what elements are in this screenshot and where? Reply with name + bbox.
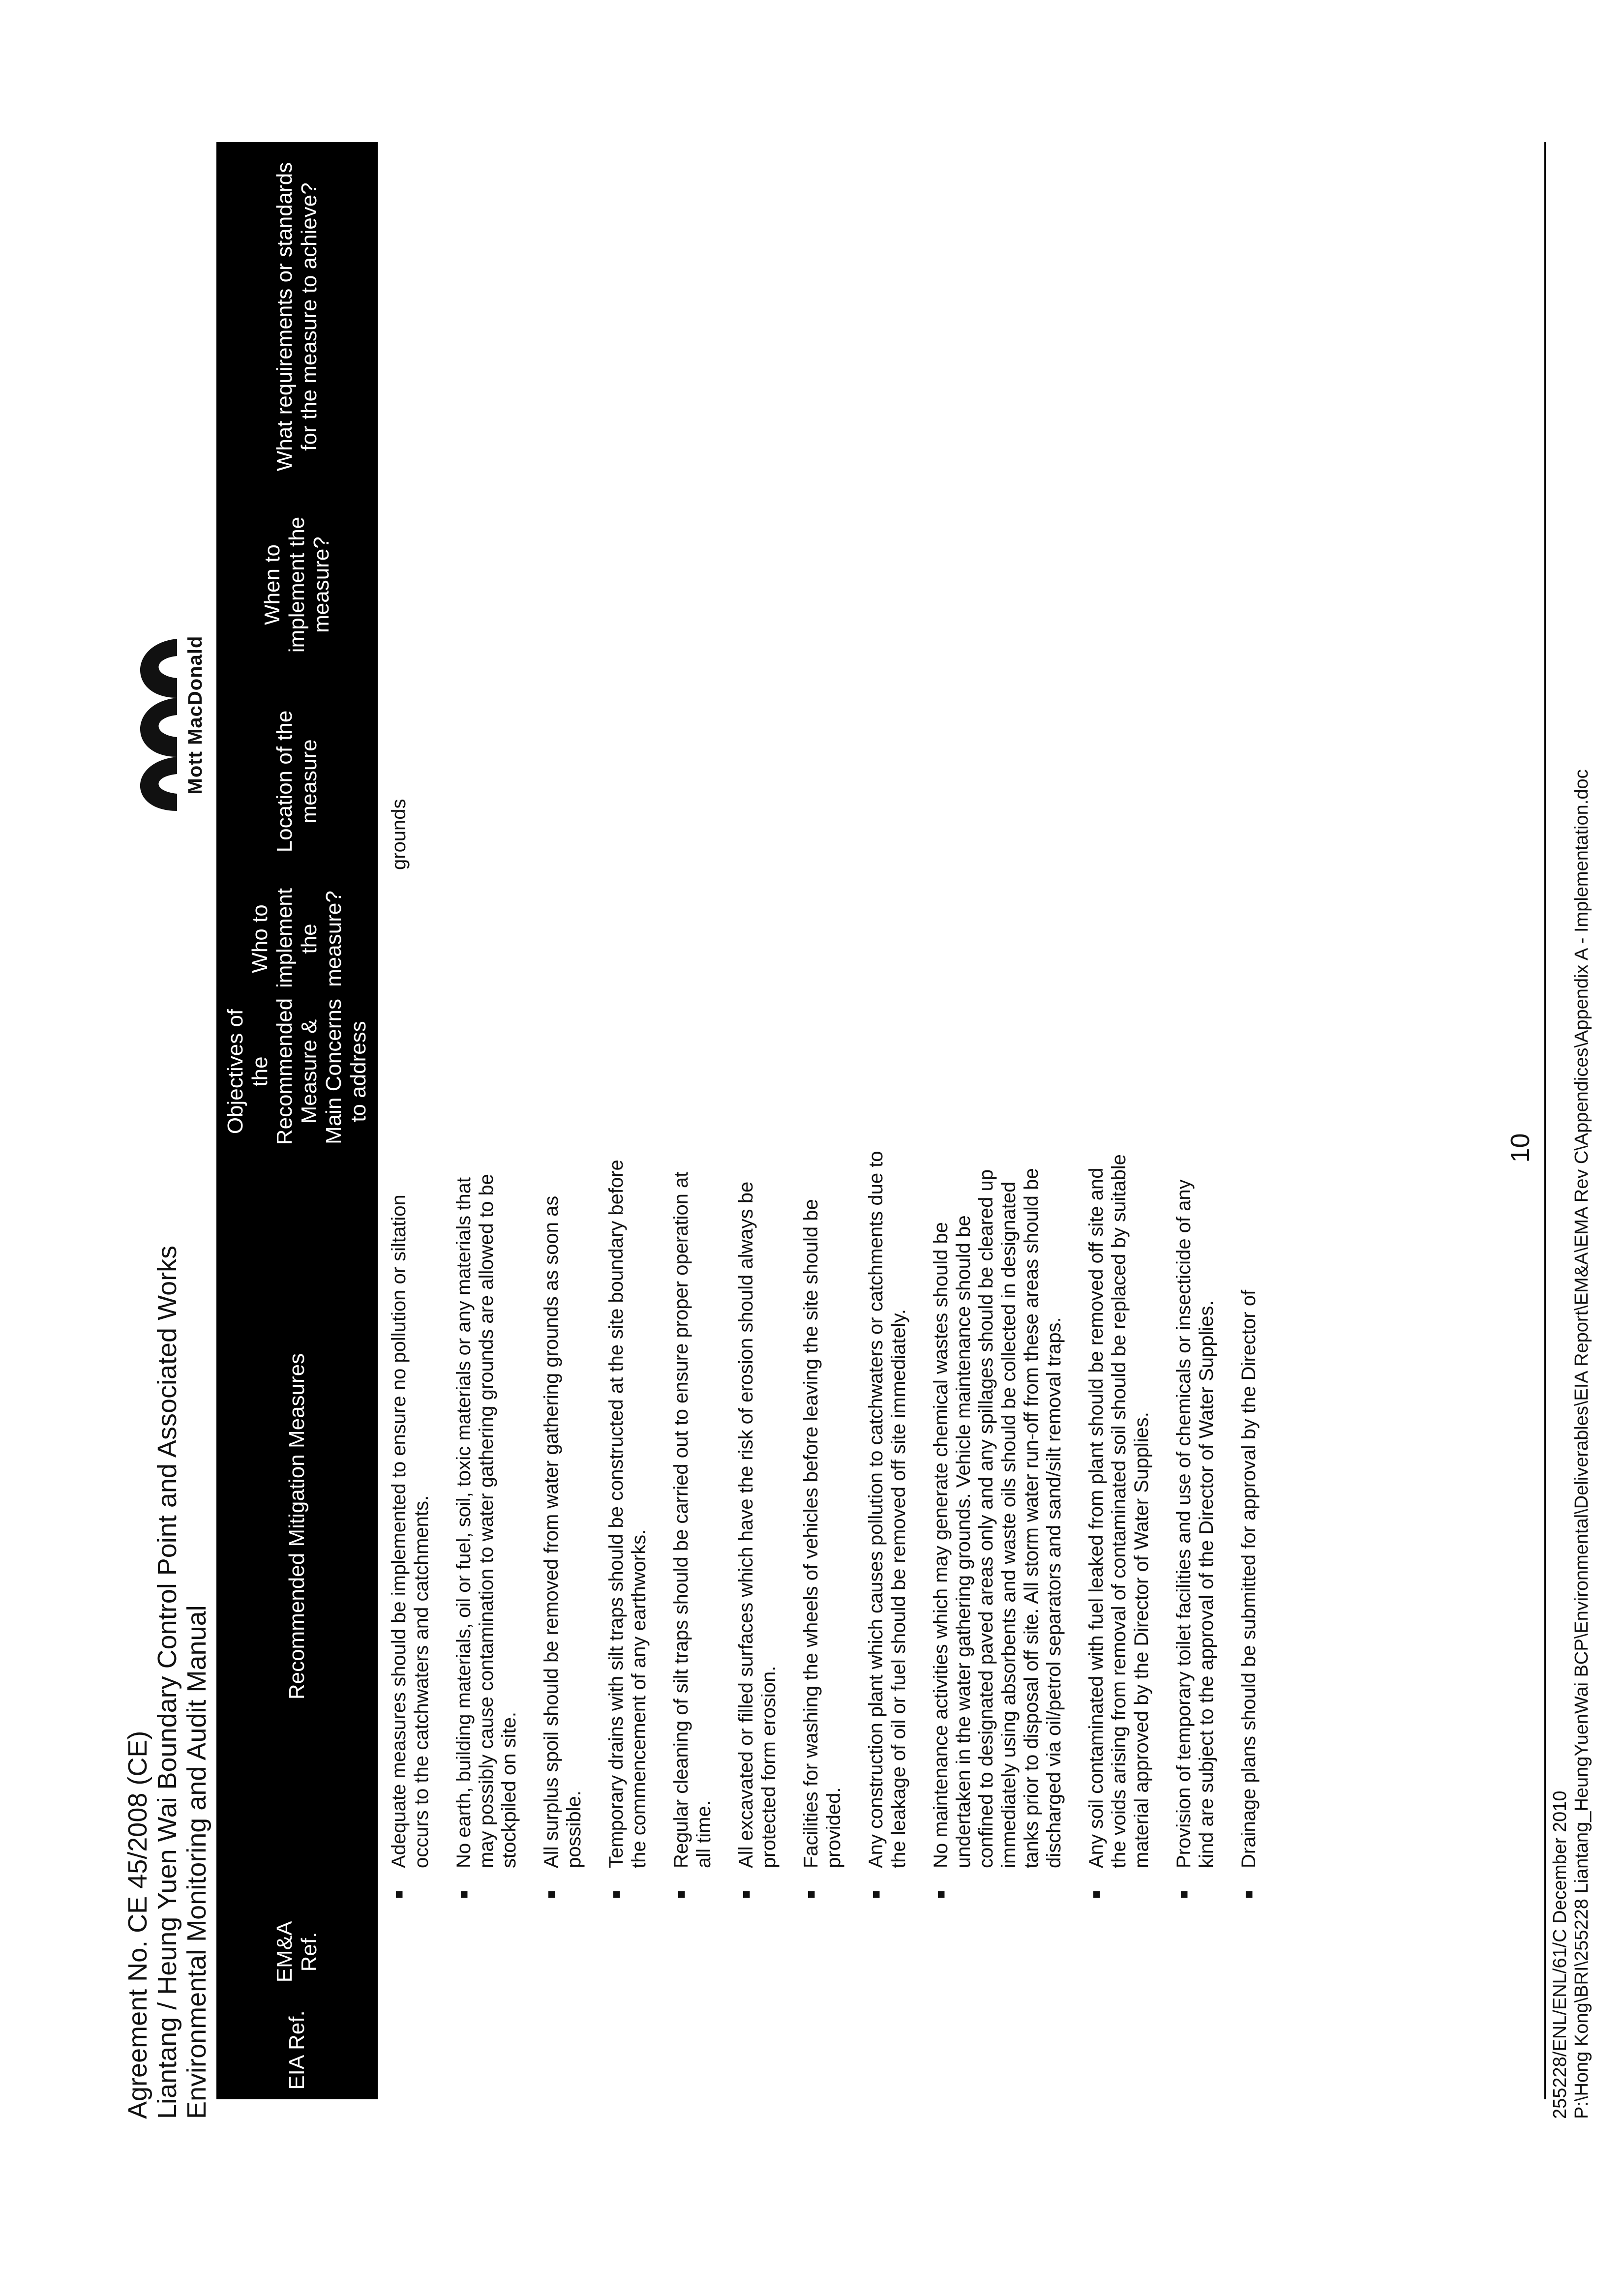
cell-when (378, 491, 1280, 678)
list-item: ■ Regular cleaning of silt traps should be carried out to ensure proper operation at all time. (670, 1150, 715, 1903)
document-header (123, 1246, 211, 2119)
table-bottom-rule (1544, 142, 1546, 2099)
table-row (378, 142, 1280, 2099)
measures-list (378, 1150, 1260, 1903)
file-path: P:\Hong Kong\BRI\255228 Liantang_HeungYuenWai BCP\Environmental\Deliverables\EIA Report\EM&A\EMA Rev C\Appendices\Appendix A - Implementation.doc (1571, 769, 1592, 2119)
cell-objectives (378, 993, 1280, 1150)
list-item: ■ Temporary drains with silt traps should be constructed at the site boundary before the commencement of any earthworks. (605, 1150, 650, 1903)
logo-mark-icon (108, 609, 182, 821)
list-item: ■ Any construction plant which causes pollution to catchwaters or catchments due to the leakage of oil or fuel should be removed off site immediately. (865, 1150, 910, 1903)
header-location: Location of the measure (216, 678, 378, 885)
document-footer (1549, 769, 1593, 2119)
list-item: ■ Any soil contaminated with fuel leaked from plant should be removed off site and the voids arising from removal of contaminated soil should be replaced by suitable material approved by the Director of Water Supplies. (1085, 1150, 1153, 1903)
cell-eia-ref (378, 2001, 1280, 2099)
page-number: 10 (1505, 1133, 1535, 1163)
document-reference: 255228/ENL/ENL/61/C December 2010 (1550, 1790, 1570, 2119)
logo-wordmark: Mott MacDonald (184, 635, 206, 795)
list-item: ■ All surplus spoil should be removed from water gathering grounds as soon as possible. (540, 1150, 585, 1903)
cell-measures (378, 1150, 1280, 1903)
header-eia-ref: EIA Ref. (216, 2001, 378, 2099)
list-item: ■ Provision of temporary toilet facilities and use of chemicals or insecticide of any kind are subject to the approval of the Director of Water Supplies. (1173, 1150, 1218, 1903)
cell-location: grounds (388, 799, 410, 870)
list-item: ■ All excavated or filled surfaces which have the risk of erosion should always be protected form erosion. (735, 1150, 780, 1903)
mott-macdonald-logo (108, 609, 207, 821)
header-emma-ref: EM&A Ref. (216, 1903, 378, 2001)
header-when: When to implement the measure? (216, 491, 378, 678)
list-item: ■ No earth, building materials, oil or fuel, soil, toxic materials or any materials that may possibly cause contamination to water gathering grounds are allowed to be stockpiled on site. (452, 1150, 520, 1903)
agreement-number: Agreement No. CE 45/2008 (CE) (123, 1730, 152, 2119)
list-item: ■ Drainage plans should be submitted for approval by the Director of (1237, 1150, 1260, 1903)
header-who: Who to implement the measure? (216, 885, 378, 993)
list-item: ■ No maintenance activities which may generate chemical wastes should be undertaken in the water gathering grounds. Vehicle maintenance should be confined to designated paved areas only and any spillages should be cleared up immediately using absorbents and waste oils should be collected in designated tanks prior to disposal off site. All storm water run-off from these areas should be discharged via oil/petrol separators and sand/silt removal traps. (930, 1150, 1065, 1903)
list-item: ■ Adequate measures should be implemented to ensure no pollution or siltation occurs to the catchwaters and catchments. (388, 1150, 433, 1903)
list-item: ■ Facilities for washing the wheels of vehicles before leaving the site should be provided. (800, 1150, 845, 1903)
header-objectives: Objectives of the Recommended Measure & Main Concerns to address (216, 993, 378, 1150)
table-header-row (216, 142, 378, 2099)
manual-title: Environmental Monitoring and Audit Manual (182, 1605, 211, 2119)
cell-who (378, 885, 1280, 993)
project-title: Liantang / Heung Yuen Wai Boundary Control Point and Associated Works (152, 1245, 182, 2119)
header-requirements: What requirements or standards for the measure to achieve? (216, 142, 378, 491)
cell-requirements (378, 142, 1280, 491)
cell-emma-ref (378, 1903, 1280, 2001)
implementation-table (216, 142, 1280, 2099)
header-measures: Recommended Mitigation Measures (216, 1150, 378, 1903)
